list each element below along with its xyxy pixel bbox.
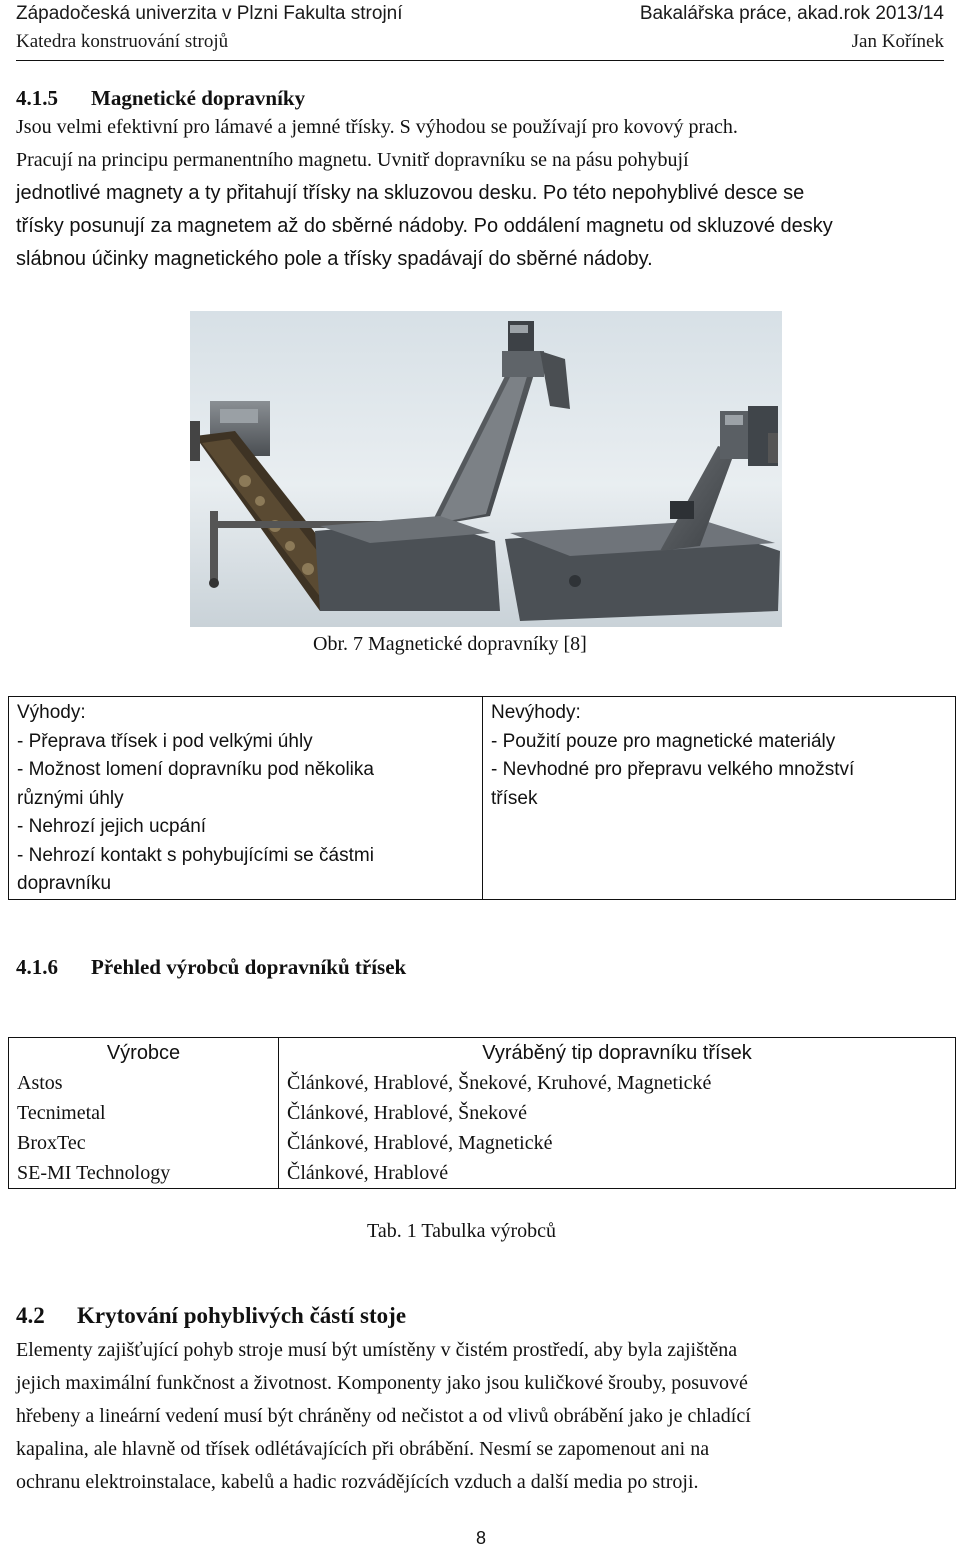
paragraph-line: jejich maximální funkčnost a životnost. Komponenty jako jsou kuličkové šrouby, posuvové bbox=[16, 1372, 748, 1394]
conveyor-types: Článkové, Hrablové, Magnetické bbox=[287, 1132, 553, 1154]
paragraph-line: Pracují na principu permanentního magnetu. Uvnitř dopravníku se na pásu pohybují bbox=[16, 149, 689, 171]
manufacturer-name: BroxTec bbox=[17, 1132, 86, 1154]
section-title: Magnetické dopravníky bbox=[91, 86, 306, 110]
pros-item: - Přeprava třísek i pod velkými úhly bbox=[17, 730, 313, 752]
paragraph-line: Elementy zajišťující pohyb stroje musí být umístěny v čistém prostředí, aby byla zajištěna bbox=[16, 1339, 738, 1361]
magnetic-conveyors-photo bbox=[190, 311, 782, 627]
section-number: 4.2 bbox=[16, 1303, 45, 1328]
cons-item: třísek bbox=[491, 787, 538, 809]
section-number: 4.1.5 bbox=[16, 86, 58, 110]
table-caption: Tab. 1 Tabulka výrobců bbox=[367, 1220, 557, 1242]
header-author: Jan Kořínek bbox=[851, 31, 944, 52]
paragraph-line: hřebeny a lineární vedení musí být chráněny od nečistot a od vlivů obrábění jako je chladící bbox=[16, 1405, 751, 1427]
cons-item: - Nevhodné pro přepravu velkého množství bbox=[491, 759, 855, 780]
figure-caption: Obr. 7 Magnetické dopravníky [8] bbox=[313, 633, 587, 655]
column-header: Výrobce bbox=[106, 1042, 181, 1064]
conveyor-types: Článkové, Hrablové bbox=[287, 1162, 449, 1184]
section-title: Přehled výrobců dopravníků třísek bbox=[91, 955, 407, 979]
pros-title: Výhody: bbox=[17, 702, 86, 723]
pros-cell bbox=[9, 697, 483, 900]
pros-item: - Nehrozí kontakt s pohybujícími se částmi bbox=[17, 844, 374, 866]
conveyor-types: Článkové, Hrablové, Šnekové bbox=[287, 1102, 527, 1124]
manufacturer-name: SE-MI Technology bbox=[17, 1162, 171, 1184]
paragraph-magnetic-conveyors bbox=[16, 111, 833, 276]
paragraph-line: kapalina, ale hlavně od třísek odlétávajících při obrábění. Nesmí se zapomenout ani na bbox=[16, 1438, 710, 1460]
paragraph-line: jednotlivé magnety a ty přitahují třísky na skluzovou desku. Po této nepohyblivé desce se bbox=[16, 182, 805, 204]
page-number: 8 bbox=[476, 1528, 487, 1548]
header-department: Katedra konstruování strojů bbox=[16, 31, 229, 52]
manufacturer-name: Astos bbox=[17, 1072, 63, 1094]
section-number: 4.1.6 bbox=[16, 955, 58, 979]
manufacturer-name: Tecnimetal bbox=[17, 1102, 106, 1124]
cons-item: - Použití pouze pro magnetické materiály bbox=[491, 730, 836, 752]
right-conveyor bbox=[505, 406, 780, 621]
header-university: Západočeská univerzita v Plzni Fakulta strojní bbox=[16, 3, 403, 24]
pros-cons-table bbox=[8, 696, 956, 900]
manufacturers-table bbox=[8, 1037, 956, 1189]
section-title: Krytování pohyblivých částí stoje bbox=[77, 1303, 407, 1328]
paragraph-line: slábnou účinky magnetického pole a třísky spadávají do sběrné nádoby. bbox=[16, 248, 653, 270]
column-header: Vyráběný tip dopravníku třísek bbox=[482, 1042, 752, 1064]
paragraph-line: třísky posunují za magnetem až do sběrné nádoby. Po oddálení magnetu od skluzové desky bbox=[16, 215, 833, 237]
pros-item: dopravníku bbox=[17, 873, 112, 894]
manufacturer-column bbox=[9, 1038, 279, 1189]
header-thesis-info: Bakalářska práce, akad.rok 2013/14 bbox=[639, 3, 944, 24]
header-divider bbox=[16, 60, 944, 61]
cons-cell bbox=[483, 697, 956, 900]
pros-item: různými úhly bbox=[17, 787, 124, 809]
pros-item: - Možnost lomení dopravníku pod několika bbox=[17, 759, 374, 780]
paragraph-covers bbox=[16, 1334, 751, 1499]
conveyor-types: Článkové, Hrablové, Šnekové, Kruhové, Magnetické bbox=[287, 1072, 712, 1094]
cons-title: Nevýhody: bbox=[491, 702, 581, 723]
pros-item: - Nehrozí jejich ucpání bbox=[17, 816, 207, 837]
conveyor-illustration bbox=[190, 311, 782, 627]
paragraph-line: Jsou velmi efektivní pro lámavé a jemné třísky. S výhodou se používají pro kovový prach. bbox=[16, 116, 738, 138]
paragraph-line: ochranu elektroinstalace, kabelů a hadic rozváděјících vzduch a další media po stroji. bbox=[16, 1471, 699, 1493]
conveyor-type-column bbox=[279, 1038, 956, 1189]
